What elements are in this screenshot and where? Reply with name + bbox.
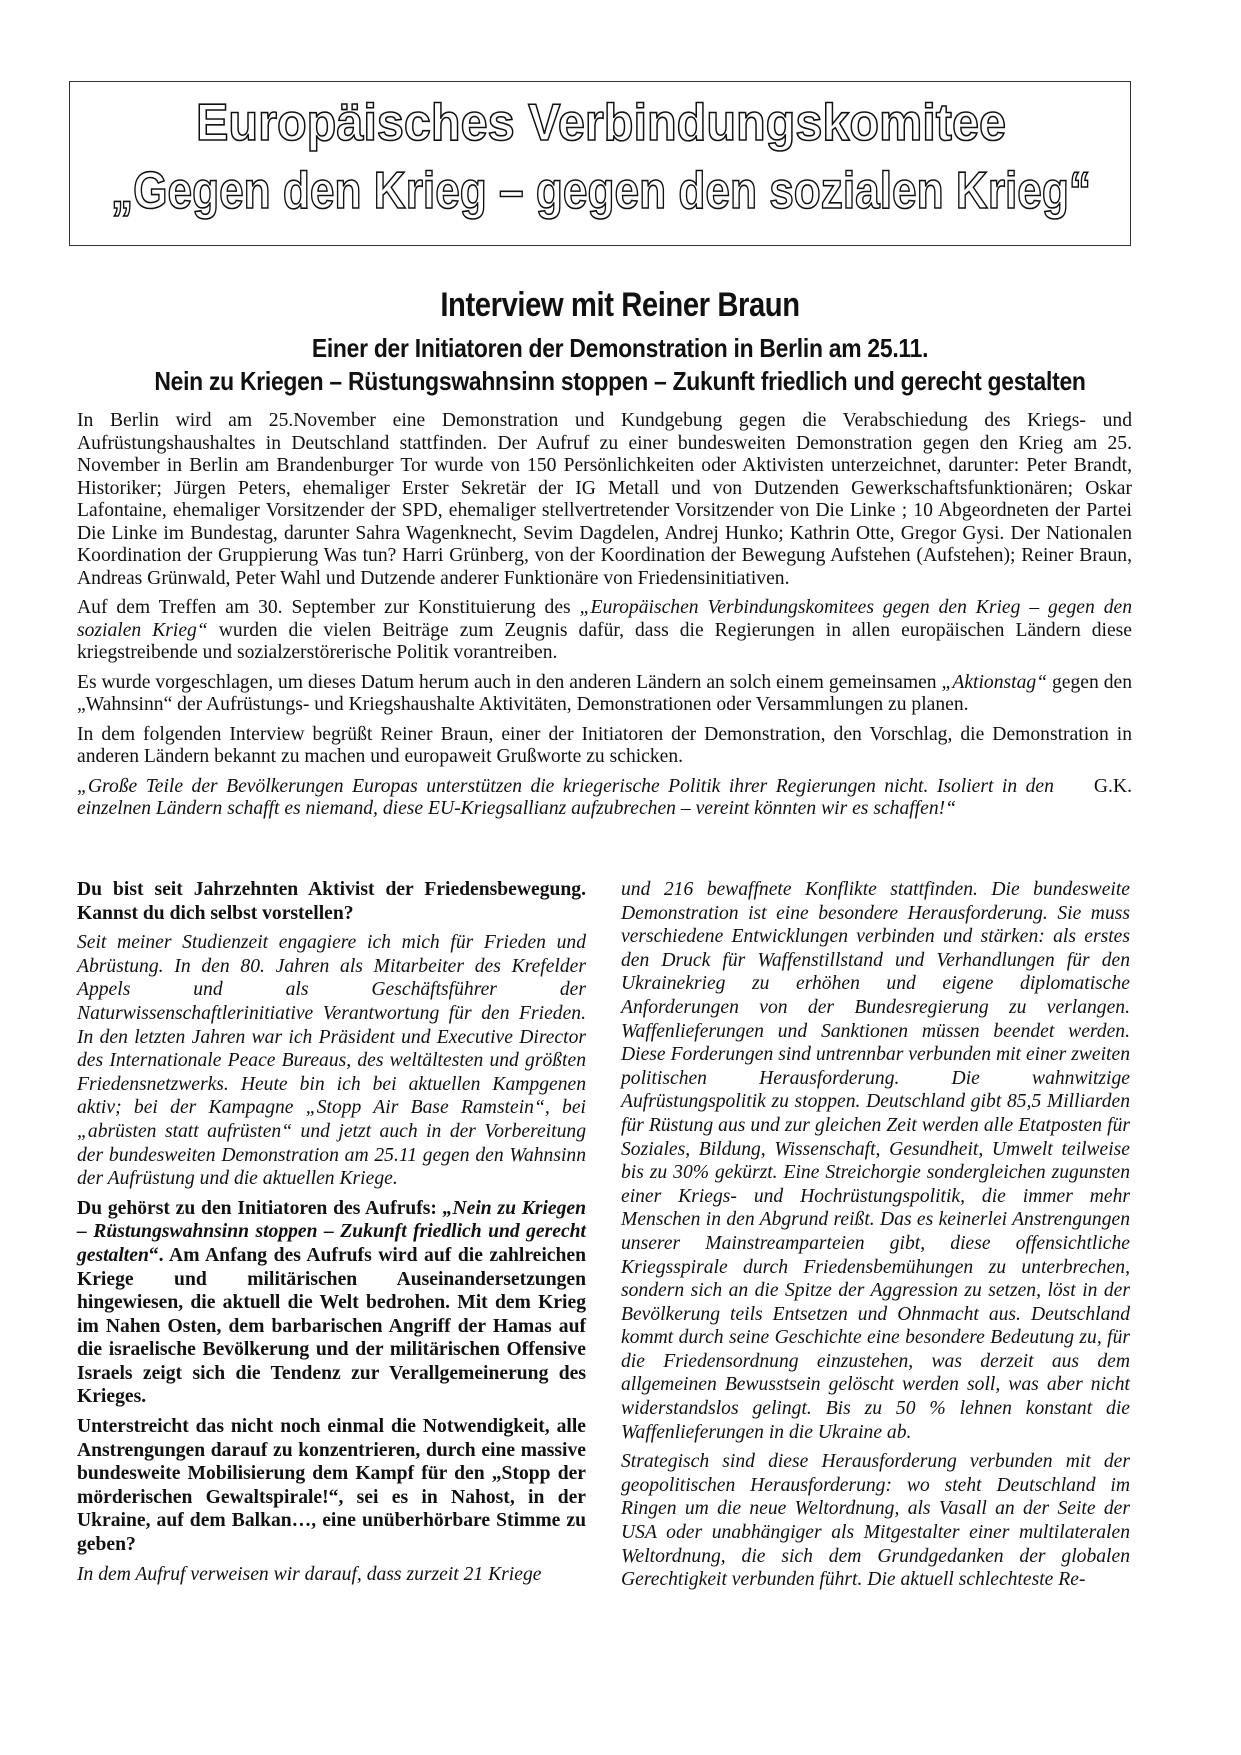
intro-p3-text: Es wurde vorgeschlagen, um dieses Datum herum auch in den anderen Ländern an solch einem gemeinsamen [77, 671, 942, 693]
answer-1: Seit meiner Studienzeit engagiere ich mich für Frieden und Abrüstung. In den 80. Jahren als Mitarbeiter des Krefelder Appels und als Geschäftsführer der Naturwissenschaftlerinitiative Verantwortung für den Frieden. In den letzten Jahren war ich Präsident und Executive Director des Internationale Peace Bureaus, des weltältesten und größten Friedensnetzwerks. Heute bin ich bei aktuellen Kampgenen aktiv; bei der Kampagne „Stopp Air Base Ramstein“, bei „abrüsten statt aufrüsten“ und jetzt auch in der Vorbereitung der bundesweiten Demonstration am 25.11 gegen den Wahnsinn der Aufrüstung und die aktuellen Kriege. [77, 932, 586, 1190]
intro-p2-text: Auf dem Treffen am 30. September zur Konstituierung des [77, 597, 580, 618]
intro-p2-text-end: wurden die vielen Beiträge zum Zeugnis dafür, dass die Regierungen in allen europäischen Ländern diese kriegstreibende und sozialzerstörerische Politik vorantreiben. [77, 619, 1133, 663]
answer-4: Strategisch sind diese Herausforderung verbunden mit der geopolitischen Herausforderung: wo steht Deutschland im Ringen um die neue Weltordnung, als Vasall an der Seite der USA oder unabhängiger als Mitgestalter einer multilateralen Weltordnung, die sich dem Grundgedanken der globalen Gerechtigkeit verbunden führt. Die aktuell schlechteste Re- [621, 1451, 1130, 1591]
masthead-box [69, 81, 1131, 246]
committee-name: „Europäischen Verbindungskomitees gegen den Krieg – gegen den sozialen Krieg“ [77, 597, 1132, 641]
article-subtitle-2: Nein zu Kriegen – Rüstungswahnsinn stoppen – Zukunft friedlich und gerecht gestalten [154, 366, 1086, 396]
question-3: Unterstreicht das nicht noch einmal die Notwendigkeit, alle Anstrengungen darauf zu konzentrieren, durch eine massive bundesweite Mobilisierung dem Kampf für den „Stopp der mörderischen Gewaltspirale!“, sei es in Nahost, in der Ukraine, auf dem Balkan…, eine unüberhörbare Stimme zu geben? [77, 1416, 586, 1556]
masthead-title [70, 82, 1132, 247]
answer-3-continued: und 216 bewaffnete Konflikte stattfinden. Die bundesweite Demonstration ist eine besondere Herausforderung. Sie muss verschiedene Entwicklungen verbinden und stärken: als erstes den Druck für Waffenstillstand und Verhandlungen für den Ukrainekrieg zu erhöhen und eigene diplomatische Anforderungen von der Bundesregierung zu verlangen. Waffenlieferungen und Sanktionen müssen beendet werden. Diese Forderungen sind untrennbar verbunden mit einer zweiten politischen Herausforderung. Die wahnwitzige Aufrüstungspolitik zu stoppen. Deutschland gibt 85,5 Milliarden für Rüstung aus und zur gleichen Zeit werden alle Etatposten für Soziales, Bildung, Wissenschaft, Gesundheit, Umwelt teilweise bis zu 30% gekürzt. Eine Streichorgie sondergleichen zugunsten einer Kriegs- und Hochrüstungspolitik, die immer mehr Menschen in den Abgrund reißt. Das es keinerlei Anstrengungen unserer Mainstreamparteien gibt, diese offensichtliche Kriegsspirale durch Friedensbemühungen zu unterbrechen, sondern sich an die Spitze der Aggression zu setzen, löst in der Bevölkerung teils Entsetzen und Ohnmacht aus. Deutschland kommt durch seine Geschichte eine besondere Bedeutung zu, für die Friedensordnung einzustehen, was derzeit aus dem allgemeinen Bewusstsein gelöscht werden soll, was aber nicht widerstandslos gelingt. Bis zu 50 % lehnen konstant die Waffenlieferungen in die Ukraine ab. [621, 879, 1130, 1443]
question-2-text-end: “. Am Anfang des Aufrufs wird auf die zahlreichen Kriege und militärischen Auseinandersetzungen hingewiesen, die aktuell die Welt bedrohen. Mit dem Krieg im Nahen Osten, dem barbarischen Angriff der Hamas auf die israelische Bevölkerung und der militärischen Offensive Israels zeigt sich die Tendenz zur Verallgemeinerung des Krieges. [77, 1244, 586, 1408]
action-day-term: „Aktionstag“ [941, 671, 1048, 693]
question-2 [77, 1197, 586, 1409]
question-2-text: Du gehörst zu den Initiatoren des Aufrufs: [77, 1197, 443, 1219]
article-title: Interview mit Reiner Braun [440, 286, 800, 324]
interview-column-right [621, 878, 1130, 1598]
signature: G.K. [1093, 775, 1132, 797]
intro-quote [77, 776, 1132, 821]
article-subtitle-1: Einer der Initiatoren der Demonstration in Berlin am 25.11. [311, 333, 929, 363]
intro-paragraph-3 [77, 672, 1132, 717]
masthead-line2: „Gegen den Krieg – gegen den sozialen Krieg“ [111, 162, 1091, 220]
intro-quote-text: „Große Teile der Bevölkerungen Europas unterstützen die kriegerische Politik ihrer Regierungen nicht. Isoliert in den einzelnen Ländern schafft es niemand, diese EU-Kriegsallianz aufzubrechen – vereint könnten wir es schaffen!“ [77, 775, 1054, 819]
intro-p3-text-end: gegen den „Wahnsinn“ der Aufrüstungs- und Kriegshaushalte Aktivitäten, Demonstrationen oder Versammlungen zu planen. [77, 671, 1132, 715]
intro-paragraph-4: In dem folgenden Interview begrüßt Reiner Braun, einer der Initiatoren der Demonstration, den Vorschlag, die Demonstration in anderen Ländern bekannt zu machen und europaweit Grußworte zu schicken. [77, 723, 1132, 767]
interview-column-left [77, 878, 586, 1592]
masthead-line1: Europäisches Verbindungskomitee [196, 94, 1006, 152]
question-1: Du bist seit Jahrzehnten Aktivist der Friedensbewegung. Kannst du dich selbst vorstellen? [77, 879, 586, 924]
answer-3-start: In dem Aufruf verweisen wir darauf, dass zurzeit 21 Kriege [77, 1563, 542, 1585]
intro-paragraph-2 [77, 597, 1132, 665]
intro-paragraph-1: In Berlin wird am 25.November eine Demonstration und Kundgebung gegen die Verabschiedung des Kriegs- und Aufrüstungshaushaltes in Deutschland stattfinden. Der Aufruf zu einer bundesweiten Demonstration gegen den Krieg am 25. November in Berlin am Brandenburger Tor wurde von 150 Persönlichkeiten oder Aktivisten unterzeichnet, darunter: Peter Brandt, Historiker; Jürgen Peters, ehemaliger Erster Sekretär der IG Metall und von Dutzenden Gewerkschaftsfunktionären; Oskar Lafontaine, ehemaliger Vorsitzender der SPD, ehemaliger stellvertretender Vorsitzender von Die Linke ; 10 Abgeordneten der Partei Die Linke im Bundestag, darunter Sahra Wagenknecht, Sevim Dagdelen, Andrej Hunko; Kathrin Otte, Gregor Gysi. Der Nationalen Koordination der Gruppierung Was tun? Harri Grünberg, von der Koordination der Bewegung Aufstehen (Aufstehen); Reiner Braun, Andreas Grünwald, Peter Wahl und Dutzende anderer Funktionäre von Friedensinitiativen. [77, 410, 1132, 589]
appeal-title: „Nein zu Kriegen – Rüstungswahnsinn stoppen – Zukunft friedlich und gerecht gestalten [77, 1197, 586, 1266]
intro-section [77, 410, 1132, 828]
